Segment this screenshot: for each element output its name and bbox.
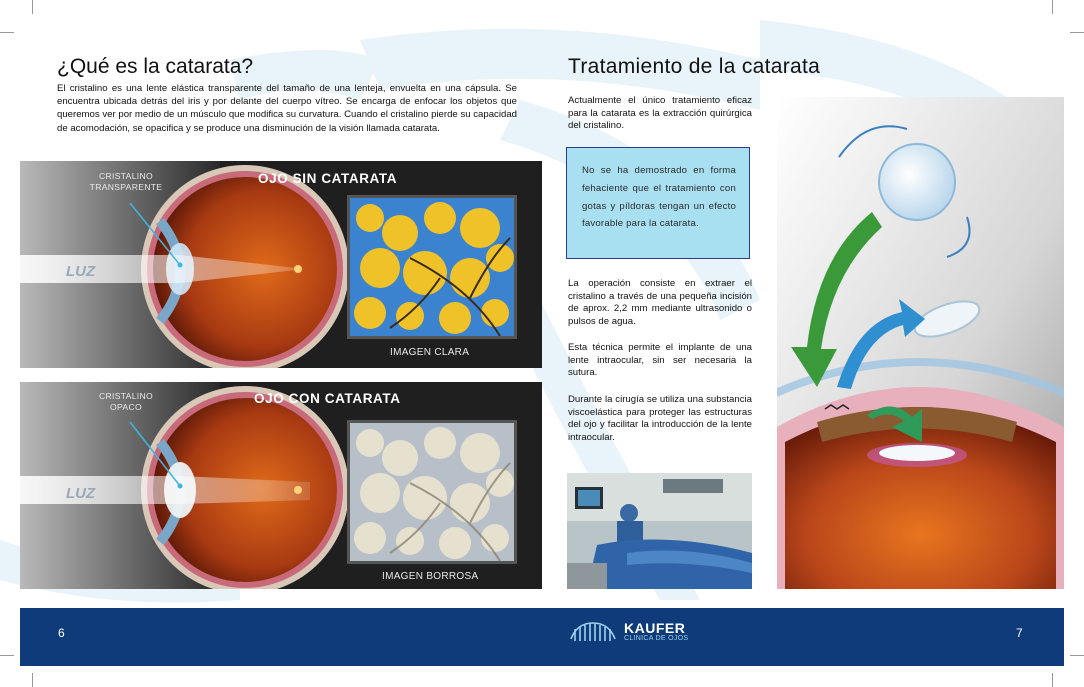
footer-bar [20, 608, 1064, 666]
note-box: No se ha demostrado en forma fehaciente que el tratamiento con gotas y píldoras tengan un efecto favorable para la catarata. [566, 147, 750, 259]
lens-label-line2: TRANSPARENTE [89, 182, 163, 192]
paragraph-treatment: Actualmente el único tratamiento eficaz para la catarata es la extracción quirúrgica del cristalino. [568, 95, 752, 132]
paragraph-technique: Esta técnica permite el implante de una lente intraocular, sin ser necesaria la sutura. [568, 342, 752, 379]
brand-logo-icon [567, 619, 619, 645]
lens-label-transparent [86, 171, 166, 193]
page-title-left: ¿Qué es la catarata? [57, 55, 254, 78]
page-number-left: 6 [58, 626, 65, 640]
brand-subtitle: CLINICA DE OJOS [624, 635, 689, 642]
lens-label-opaque [86, 391, 166, 413]
surgery-photo [567, 473, 752, 589]
image-caption-clear: IMAGEN CLARA [390, 347, 470, 358]
lens-label-line2: OPACO [110, 402, 142, 412]
page-number-right: 7 [1016, 626, 1023, 640]
page-title-right: Tratamiento de la catarata [568, 55, 821, 78]
image-caption-blurry: IMAGEN BORROSA [382, 571, 479, 582]
lens-label-line1: CRISTALINO [99, 391, 153, 401]
tree-photo-blurry [350, 423, 514, 561]
panel-eye-clear [20, 161, 542, 368]
paragraph-operation: La operación consiste en extraer el cristalino a través de una pequeña incisión de aprox. 2,2 mm mediante ultrasonido o pulsos de agua. [568, 278, 752, 327]
panel-title-clear: OJO SIN CATARATA [258, 171, 398, 186]
light-label: LUZ [66, 485, 96, 502]
intro-paragraph: El cristalino es una lente elástica transparente del tamaño de una lenteja, envuelta en una cápsula. Se encuentra ubicada detrás del iris y por delante del cuerpo vítreo. Se encarga de enfocar los objetos que queremos ver por medio de un músculo que modifica su curvatura. Cuando el cristalino pierde su capacidad de acomodación, se opacifica y se produce una disminución de la visión llamada catarata. [57, 83, 517, 134]
lens-implant-illustration [777, 97, 1064, 589]
tree-photo-clear [350, 198, 514, 336]
light-label: LUZ [66, 263, 96, 280]
brand-name: KAUFER [624, 620, 686, 636]
lens-label-line1: CRISTALINO [99, 171, 153, 181]
paragraph-surgery: Durante la cirugía se utiliza una substancia viscoelástica para proteger las estructuras del ojo y facilitar la introducción de la lente intraocular. [568, 394, 752, 443]
panel-title-cataract: OJO CON CATARATA [254, 391, 401, 406]
panel-eye-cataract [20, 382, 542, 589]
